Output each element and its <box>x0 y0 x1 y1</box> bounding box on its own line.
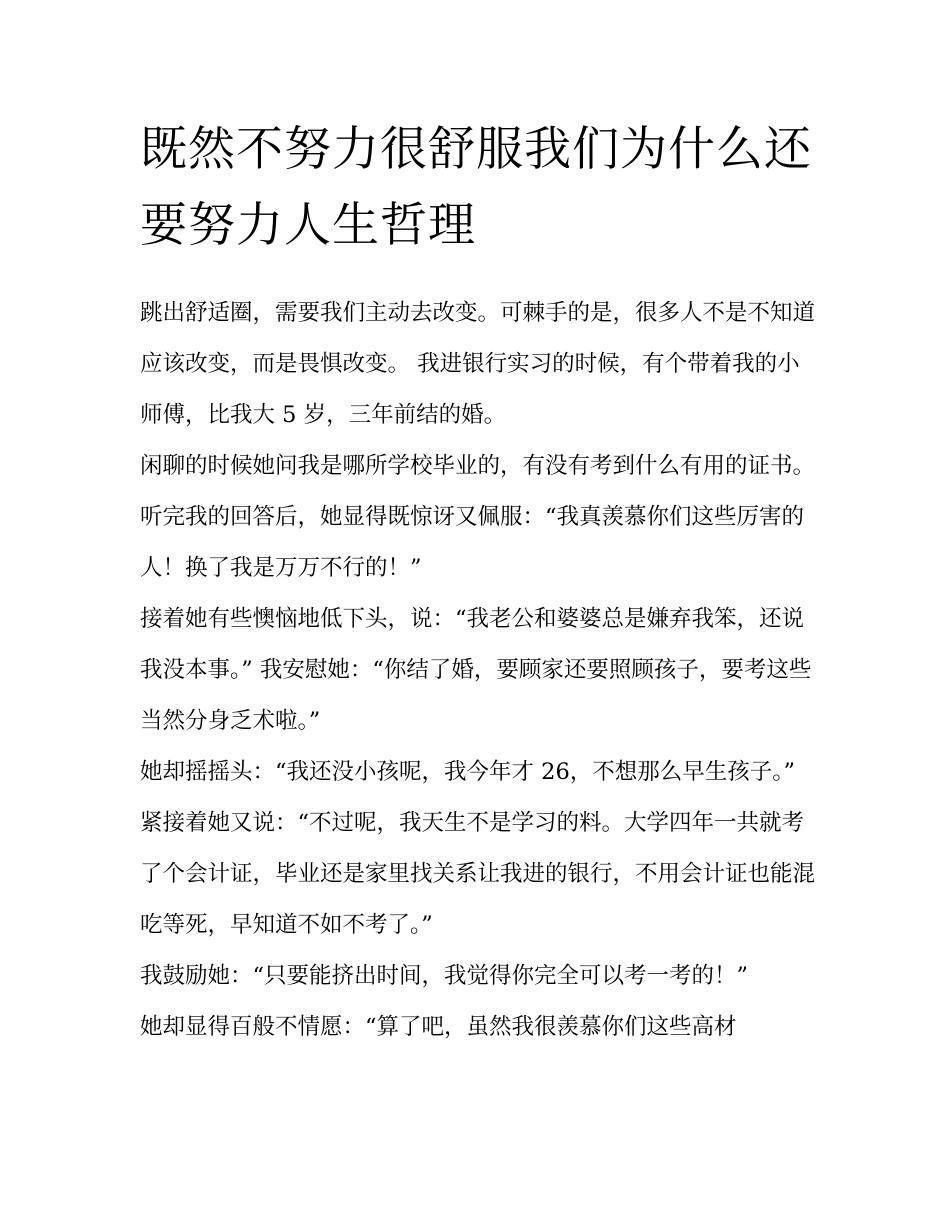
paragraph: 闲聊的时候她问我是哪所学校毕业的，有没有考到什么有用的证书。 听完我的回答后，她显得既惊讶又佩服：“我真羡慕你们这些厉害的人！换了我是万万不行的！” <box>140 453 816 581</box>
paragraph: 紧接着她又说：“不过呢，我天生不是学习的料。大学四年一共就考了个会计证，毕业还是家里找关系让我进的银行，不用会计证也能混吃等死，早知道不如不考了。” <box>140 810 816 938</box>
paragraph: 跳出舒适圈，需要我们主动去改变。可棘手的是，很多人不是不知道应该改变，而是畏惧改变。 我进银行实习的时候，有个带着我的小师傅，比我大 5 岁，三年前结的婚。 <box>140 300 816 428</box>
document-page <box>140 112 820 1053</box>
paragraph: 她却显得百般不情愿：“算了吧，虽然我很羡慕你们这些高材 <box>140 1014 737 1040</box>
paragraph: 接着她有些懊恼地低下头，说：“我老公和婆婆总是嫌弃我笨，还说我没本事。” 我安慰她：“你结了婚，要顾家还要照顾孩子，要考这些当然分身乏术啦。” <box>140 606 812 734</box>
document-body <box>140 288 820 1053</box>
paragraph: 我鼓励她：“只要能挤出时间，我觉得你完全可以考一考的！” <box>140 963 749 989</box>
paragraph: 她却摇摇头：“我还没小孩呢，我今年才 26，不想那么早生孩子。” <box>140 759 796 785</box>
document-title: 既然不努力很舒服我们为什么还要努力人生哲理 <box>140 122 812 253</box>
